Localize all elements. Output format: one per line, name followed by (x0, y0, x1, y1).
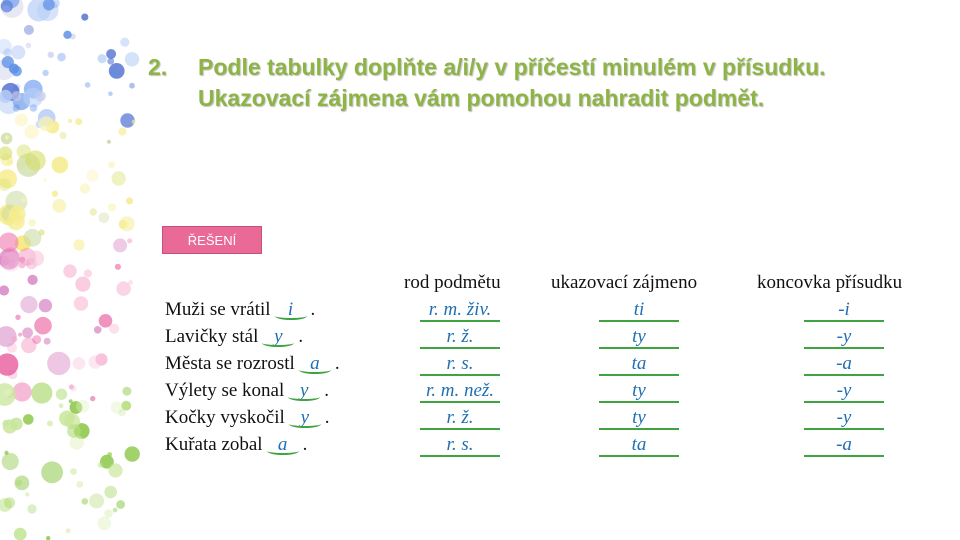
header-ending: koncovka přísudku (757, 272, 903, 293)
bubble-dot (14, 528, 27, 540)
sentence (165, 407, 330, 429)
bubble-dot (73, 239, 84, 250)
bubble-dot (75, 277, 90, 292)
bubble-dot (109, 63, 125, 79)
bubble-dot (26, 43, 32, 49)
header-pronoun: ukazovací zájmeno (551, 272, 698, 293)
bubble-dot (68, 119, 72, 123)
bubble-dot (89, 493, 104, 508)
bubble-dot (106, 49, 116, 59)
pronoun-cell: ty (599, 380, 679, 402)
bubble-dot (112, 171, 126, 185)
bubble-dot (12, 91, 22, 101)
ending-cell: -y (804, 407, 884, 429)
bubble-dot (99, 212, 110, 223)
table-row (0, 407, 960, 434)
bubble-dot (63, 31, 71, 39)
bubble-dot (108, 463, 122, 477)
fill-answer: a (297, 353, 333, 375)
bubble-dot (132, 120, 136, 124)
sentence-start: Města se rozrostl (165, 353, 295, 374)
fill-answer: y (286, 380, 322, 402)
header-gender: rod podmětu (404, 272, 501, 293)
gender-cell: r. m. než. (420, 380, 500, 402)
bubble-dot (104, 486, 117, 499)
bubble-dot (25, 492, 29, 496)
sentence-end: . (324, 380, 330, 401)
task-line-2: Ukazovací zájmena vám pomohou nahradit podmět. (198, 85, 765, 111)
bubble-dot (0, 285, 9, 295)
fill-answer: a (265, 434, 301, 456)
bubble-dot (115, 264, 121, 270)
bubble-dot (57, 53, 66, 62)
bubble-dot (107, 140, 111, 144)
bubble-dot (110, 71, 115, 76)
bubble-dot (9, 64, 19, 74)
sentence-start: Kuřata zobal (165, 434, 263, 455)
bubble-dot (30, 104, 38, 112)
bubble-dot (120, 38, 129, 47)
bubble-dot (118, 128, 126, 136)
bubble-dot (24, 25, 34, 35)
sentence-end: . (310, 299, 316, 320)
bubble-dot (80, 183, 90, 193)
bubble-dot (125, 52, 139, 66)
gender-cell: r. ž. (420, 326, 500, 348)
sentence (165, 299, 315, 321)
gender-cell: r. ž. (420, 407, 500, 429)
sentence-start: Výlety se konal (165, 380, 285, 401)
bubble-dot (5, 135, 9, 139)
bubble-dot (108, 92, 113, 97)
bubble-dot (63, 264, 76, 277)
ending-cell: -a (804, 353, 884, 375)
bubble-dot (27, 275, 37, 285)
bubble-dot (126, 197, 133, 204)
task-title (148, 52, 948, 114)
pronoun-cell: ty (599, 407, 679, 429)
table-row (0, 434, 960, 461)
bubble-dot (3, 48, 11, 56)
bubble-dot (113, 508, 118, 513)
bubble-dot (82, 498, 89, 505)
bubble-dot (98, 462, 104, 468)
ending-cell: -y (804, 326, 884, 348)
task-line-1: Podle tabulky doplňte a/i/y v příčestí minulém v přísudku. (198, 54, 826, 80)
bubble-dot (52, 157, 69, 174)
bubble-dot (108, 203, 116, 211)
table-row (0, 299, 960, 326)
bubble-dot (21, 197, 26, 202)
bubble-dot (42, 70, 48, 76)
sentence-end: . (334, 353, 340, 374)
pronoun-cell: ti (599, 299, 679, 321)
bubble-dot (98, 517, 112, 531)
bubble-dot (84, 269, 92, 277)
solution-button[interactable]: ŘEŠENÍ (162, 226, 262, 254)
bubble-dot (28, 219, 35, 226)
table-row (0, 353, 960, 380)
pronoun-cell: ty (599, 326, 679, 348)
bubble-dot (85, 82, 91, 88)
pronoun-cell: ta (599, 353, 679, 375)
sentence-start: Lavičky stál (165, 326, 259, 347)
bubble-dot (104, 509, 113, 518)
bubble-dot (108, 161, 115, 168)
bubble-dot (81, 14, 88, 21)
fill-answer: y (260, 326, 296, 348)
bubble-dot (46, 536, 50, 540)
bubble-dot (86, 170, 98, 182)
bubble-dot (29, 251, 45, 267)
ending-cell: -i (804, 299, 884, 321)
bubble-dot (90, 208, 97, 215)
bubble-dot (60, 132, 67, 139)
sentence-end: . (302, 434, 308, 455)
sentence-start: Muži se vrátil (165, 299, 271, 320)
table-row (0, 380, 960, 407)
gender-cell: r. s. (420, 353, 500, 375)
bubble-dot (9, 206, 26, 223)
bubble-dot (127, 238, 132, 243)
bubble-dot (76, 481, 83, 488)
bubble-dot (27, 504, 36, 513)
bubble-dot (113, 238, 127, 252)
bubble-dot (7, 160, 13, 166)
fill-answer: i (273, 299, 309, 321)
bubble-dot (70, 468, 77, 475)
bubble-dot (39, 116, 54, 131)
bubble-dot (19, 262, 26, 269)
bubble-dot (4, 497, 15, 508)
ending-cell: -y (804, 380, 884, 402)
bubble-dot (52, 199, 66, 213)
bubble-dot (43, 178, 47, 182)
task-number: 2. (148, 54, 168, 80)
bubble-dot (129, 83, 135, 89)
sentence (165, 326, 303, 348)
table-row (0, 326, 960, 353)
sentence-end: . (324, 407, 330, 428)
bubble-dot (41, 461, 63, 483)
bubble-dot (128, 280, 133, 285)
sentence (165, 380, 329, 402)
sentence-end: . (298, 326, 304, 347)
gender-cell: r. m. živ. (420, 299, 500, 321)
bubble-dot (66, 528, 71, 533)
bubble-dot (98, 54, 107, 63)
bubble-dot (25, 150, 45, 170)
fill-answer: y (287, 407, 323, 429)
bubble-dot (11, 45, 25, 59)
bubble-dot (24, 229, 42, 247)
bubble-dot (52, 191, 58, 197)
bubble-dot (3, 5, 11, 13)
bubble-dot (116, 500, 125, 509)
sentence (165, 434, 307, 456)
bubble-dot (75, 118, 82, 125)
bubble-dot (25, 125, 39, 139)
gender-cell: r. s. (420, 434, 500, 456)
bubble-dot (1, 251, 21, 271)
sentence-start: Kočky vyskočil (165, 407, 285, 428)
bubble-dot (48, 52, 54, 58)
bubble-dot (119, 216, 134, 231)
ending-cell: -a (804, 434, 884, 456)
bubble-dot (15, 114, 28, 127)
pronoun-cell: ta (599, 434, 679, 456)
bubble-dot (13, 104, 20, 111)
bubble-dot (15, 480, 22, 487)
sentence (165, 353, 340, 375)
